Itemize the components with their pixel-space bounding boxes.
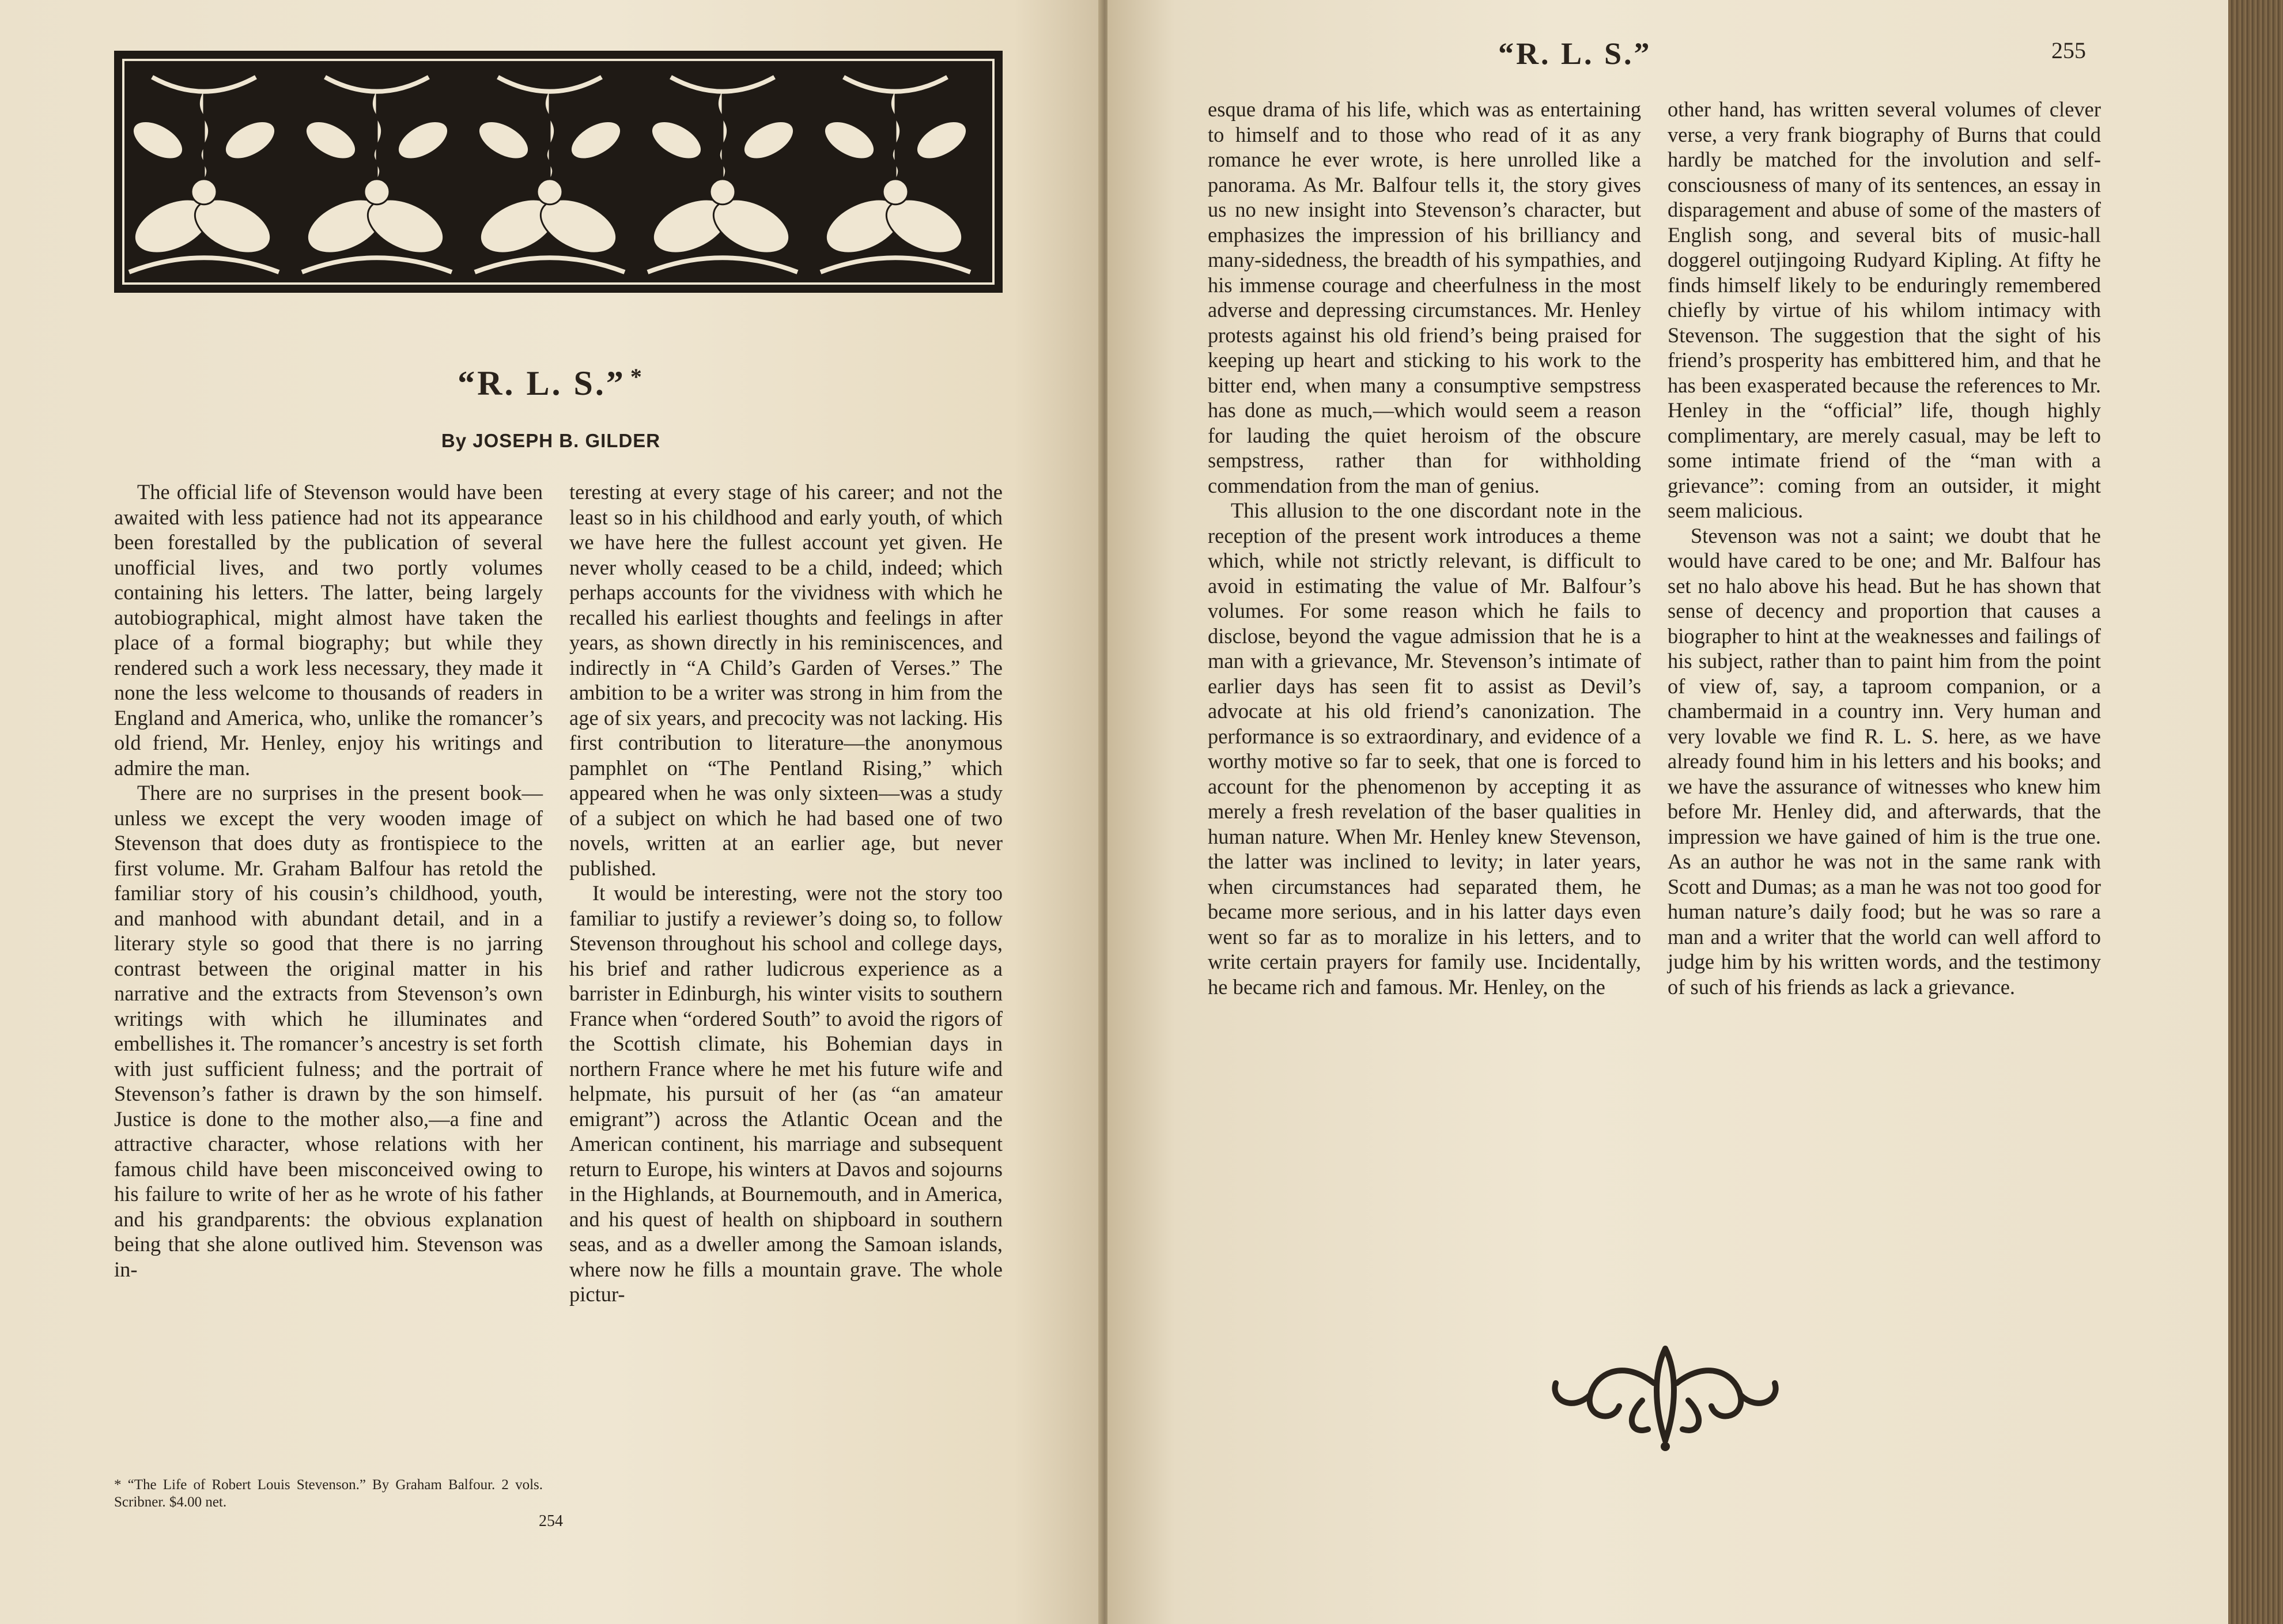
page-number-right: 255: [2051, 37, 2086, 63]
text-column-2: [569, 479, 1003, 1307]
floral-ornament-icon: [118, 54, 999, 289]
book-page-edges: [2228, 0, 2283, 1624]
paragraph: other hand, has written several volumes of clever verse, a very frank biography of Burns that could hardly be matched for the involution and self-consciousness of many of its sentences, an essay in disparagement and abuse of some of the masters of English song, and several bits of music-hall doggerel outjingoing Rudyard Kipling. At fifty he finds himself likely to be enduringly remembered chiefly by virtue of his whilom intimacy with Stevenson. The suggestion that the sight of his friend’s prosperity has embittered him, and that he has been exasperated because the references to Mr. Henley in the “official” life, though highly complimentary, are merely casual, may be left to some intimate friend of the “man with a grievance”: coming from an outsider, it might seem malicious.: [1668, 97, 2101, 522]
footnote: * “The Life of Robert Louis Stevenson.” By Graham Balfour. 2 vols. Scribner. $4.00 net.: [114, 1477, 543, 1510]
paragraph: esque drama of his life, which was as entertaining to himself and to those who read of it as any romance he ever wrote, is here unrolled like a panorama. As Mr. Balfour tells it, the story gives us no new insight into Stevenson’s character, but emphasizes the impression of his brilliancy and many-sidedness, the breadth of his sympathies, and his immense courage and cheerfulness in the most adverse and depressing circumstances. Mr. Henley protests against his old friend’s being praised for keeping up heart and sticking to his work to the bitter end, when many a consumptive sempstress has done as much,—which would seem a reason for lauding the quiet heroism of the obscure sempstress, rather than for withholding commendation from the man of genius.: [1208, 97, 1641, 497]
paragraph: teresting at every stage of his career; and not the least so in his childhood and early youth, of which we have here the fullest account yet given. He never wholly ceased to be a child, indeed; which perhaps accounts for the vividness with which he recalled his earliest thoughts and feelings in after years, as shown directly in his reminiscences, and indirectly in “A Child’s Garden of Verses.” The ambition to be a writer was strong in him from the age of six years, and precocity was not lacking. His first contribution to literature—the anonymous pamphlet on “The Pentland Rising,” which appeared when he was only sixteen—was a study of a subject on which he had based one of two novels, written at an earlier age, but never published.: [569, 480, 1003, 880]
paragraph: Stevenson was not a saint; we doubt that he would have cared to be one; and Mr. Balfour has set no halo above his head. But he has shown that sense of decency and proportion that causes a biographer to hint at the weaknesses and failings of his subject, rather than to paint him from the point of view of, say, a taproom companion, or a chambermaid in a country inn. Very human and very lovable we find R. L. S. here, as we have already found him in his letters and his books; and we have the assurance of witnesses who knew him before Mr. Henley did, and afterwards, that the impression we have gained of him is the true one. As an author he was not in the same rank with Scott and Dumas; as a man he was not too good for human nature’s daily food; but he was so rare a man and a writer that the world can well afford to judge him by his written words, and the testimony of such of his friends as lack a grievance.: [1668, 523, 2101, 999]
text-column-1: [114, 479, 543, 1282]
footnote-mark: *: [630, 364, 644, 390]
running-head: “R. L. S.”: [1498, 36, 1652, 71]
floral-header-ornament: [114, 51, 1003, 293]
tailpiece-ornament: [1539, 1337, 1792, 1452]
left-page: [0, 0, 1102, 1624]
article-title: [0, 363, 1102, 403]
paragraph: There are no surprises in the present book—unless we except the very wooden image of Stevenson that does duty as frontispiece to the first volume. Mr. Graham Balfour has retold the familiar story of his cousin’s childhood, youth, and manhood with abundant detail, and in a literary style so good that there is no jarring contrast between the original matter in his narrative and the extracts from Stevenson’s own writings with which he illuminates and embellishes it. The romancer’s ancestry is set forth with just sufficient fulness; and the portrait of Stevenson’s father is drawn by the son himself. Justice is done to the mother also,—a fine and attractive character, whose relations with her famous child have been misconceived owing to his failure to write of her as he wrote of his father and his grandparents: the obvious explanation being that she alone outlived him. Stevenson was in-: [114, 781, 543, 1281]
text-column-4: [1668, 97, 2101, 999]
paragraph: The official life of Stevenson would have been awaited with less patience had not its appearance been forestalled by the publication of several unofficial lives, and two portly volumes containing his letters. The latter, being largely autobiographical, might almost have taken the place of a formal biography; but while they rendered such a work less necessary, they made it none the less welcome to thousands of readers in England and America, who, unlike the romancer’s old friend, Mr. Henley, enjoy his writings and admire the man.: [114, 480, 543, 780]
scroll-ornament-icon: [1539, 1337, 1792, 1452]
right-page: [1108, 0, 2228, 1624]
article-title-text: “R. L. S.”: [458, 364, 626, 402]
paragraph: It would be interesting, were not the story too familiar to justify a reviewer’s doing so, to follow Stevenson throughout his school and college days, his brief and rather ludicrous experience as a barrister in Edinburgh, his winter visits to southern France when “ordered South” to avoid the rigors of the Scottish climate, his Bohemian days in northern France where he met his future wife and helpmate, his pursuit of her (as “an amateur emigrant”) across the Atlantic Ocean and the American continent, his marriage and subsequent return to Europe, his winters at Davos and sojourns in the Highlands, at Bournemouth, and in America, and his quest of health on shipboard in southern seas, and as a dweller among the Samoan islands, where now he fills a mountain grave. The whole pictur-: [569, 881, 1003, 1306]
byline: By JOSEPH B. GILDER: [441, 430, 661, 451]
page-number-left: 254: [539, 1512, 563, 1530]
text-column-3: [1208, 97, 1641, 999]
paragraph: This allusion to the one discordant note in the reception of the present work introduces a theme which, while not strictly relevant, is difficult to avoid in estimating the value of Mr. Balfour’s volumes. For some reason which he fails to disclose, beyond the vague admission that he is a man with a grievance, Mr. Stevenson’s intimate of earlier days has seen fit to assist as Devil’s advocate at his old friend’s canonization. The performance is so extraordinary, and evidence of a worthy motive so far to seek, that one is forced to account for the phenomenon by accepting it as merely a fresh revelation of the baser qualities in human nature. When Mr. Henley knew Stevenson, the latter was inclined to levity; in later years, when circumstances had separated them, he became more serious, and in his latter days even went so far as to moralize in his letters, and to write certain prayers for family use. Incidentally, he became rich and famous. Mr. Henley, on the: [1208, 498, 1641, 999]
